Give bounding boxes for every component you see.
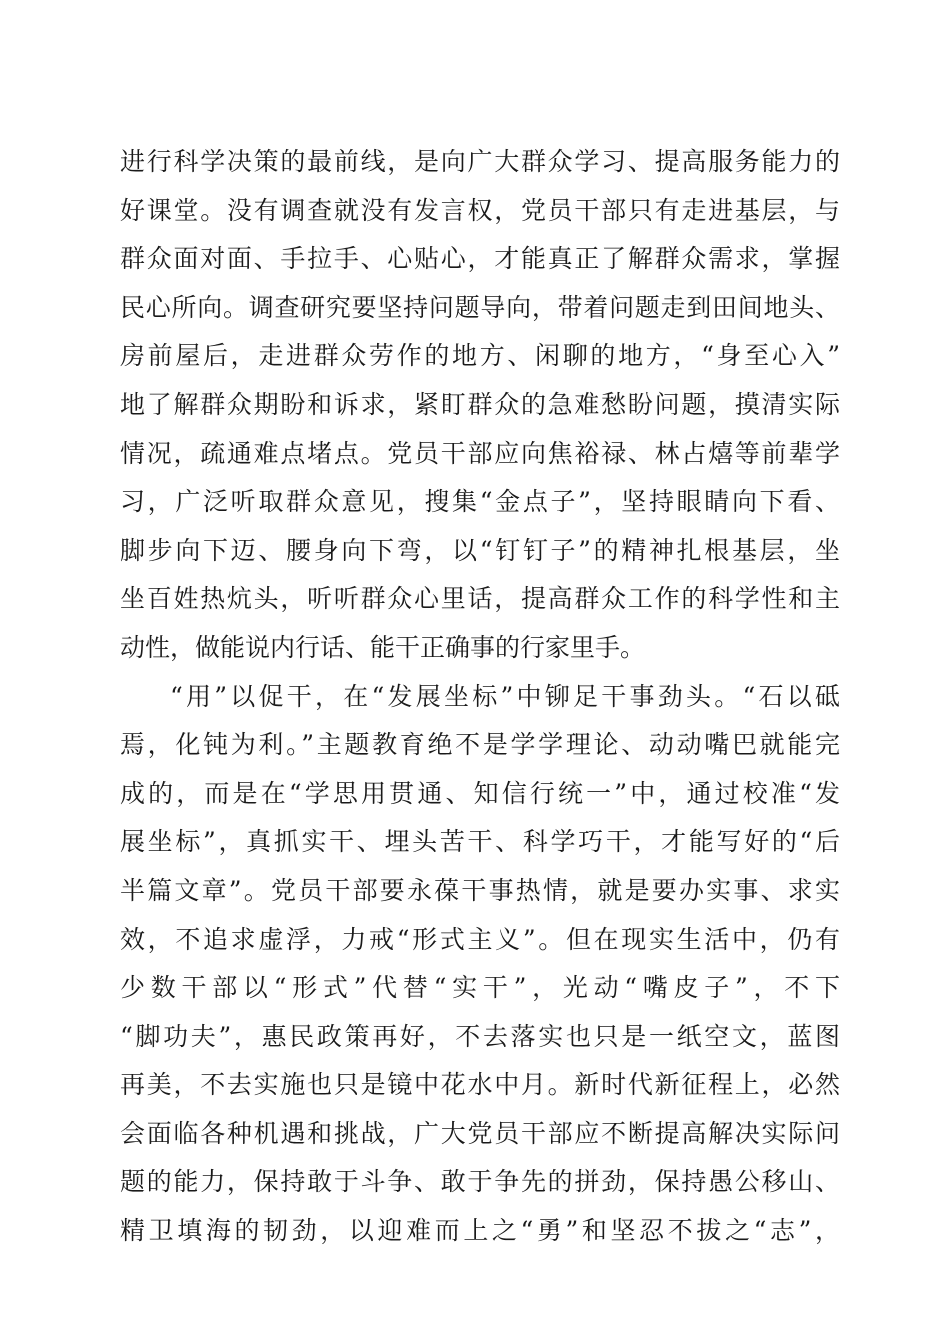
text-line: 动性，做能说内行话、能干正确事的行家里手。 (120, 632, 646, 662)
text-line: 效，不追求虚浮，力戒“形式主义”。但在现实生活中，仍有 (120, 924, 840, 954)
text-line: 会面临各种机遇和挑战，广大党员干部应不断提高解决实际问 (120, 1118, 840, 1148)
text-line: 成的，而是在“学思用贯通、知信行统一”中，通过校准“发 (120, 778, 840, 808)
text-line: 群众面对面、手拉手、心贴心，才能真正了解群众需求，掌握 (120, 244, 840, 274)
text-line: 民心所向。调查研究要坚持问题导向，带着问题走到田间地头、 (120, 292, 840, 322)
text-line: 题的能力，保持敢于斗争、敢于争先的拼劲，保持愚公移山、 (120, 1167, 840, 1197)
document-body (120, 138, 840, 1256)
text-line: 坐百姓热炕头，听听群众心里话，提高群众工作的科学性和主 (120, 584, 840, 614)
text-line: 进行科学决策的最前线，是向广大群众学习、提高服务能力的 (120, 147, 840, 176)
text-line: 习，广泛听取群众意见，搜集“金点子”，坚持眼睛向下看、 (120, 487, 840, 517)
text-line: 少数干部以“形式”代替“实干”，光动“嘴皮子”，不下 (120, 973, 840, 1003)
text-line: 焉，化钝为利。”主题教育绝不是学学理论、动动嘴巴就能完 (120, 730, 840, 760)
text-line: 房前屋后，走进群众劳作的地方、闲聊的地方，“身至心入” (120, 341, 840, 371)
paragraph-2 (120, 673, 840, 1256)
text-line: 展坐标”，真抓实干、埋头苦干、科学巧干，才能写好的“后 (120, 827, 840, 857)
paragraph-1 (120, 138, 840, 673)
text-line: 情况，疏通难点堵点。党员干部应向焦裕禄、林占熺等前辈学 (120, 438, 840, 468)
text-line: 地了解群众期盼和诉求，紧盯群众的急难愁盼问题，摸清实际 (120, 389, 840, 419)
text-line: 脚步向下迈、腰身向下弯，以“钉钉子”的精神扎根基层，坐 (120, 535, 840, 565)
text-line: “用”以促干，在“发展坐标”中铆足干事劲头。“石以砥 (170, 681, 840, 711)
text-line: 再美，不去实施也只是镜中花水中月。新时代新征程上，必然 (120, 1070, 840, 1100)
text-line: 好课堂。没有调查就没有发言权，党员干部只有走进基层，与 (120, 195, 840, 225)
text-line: “脚功夫”，惠民政策再好，不去落实也只是一纸空文，蓝图 (120, 1021, 840, 1051)
text-line: 半篇文章”。党员干部要永葆干事热情，就是要办实事、求实 (120, 875, 840, 905)
text-line: 精卫填海的韧劲，以迎难而上之“勇”和坚忍不拔之“志”， (120, 1216, 840, 1246)
